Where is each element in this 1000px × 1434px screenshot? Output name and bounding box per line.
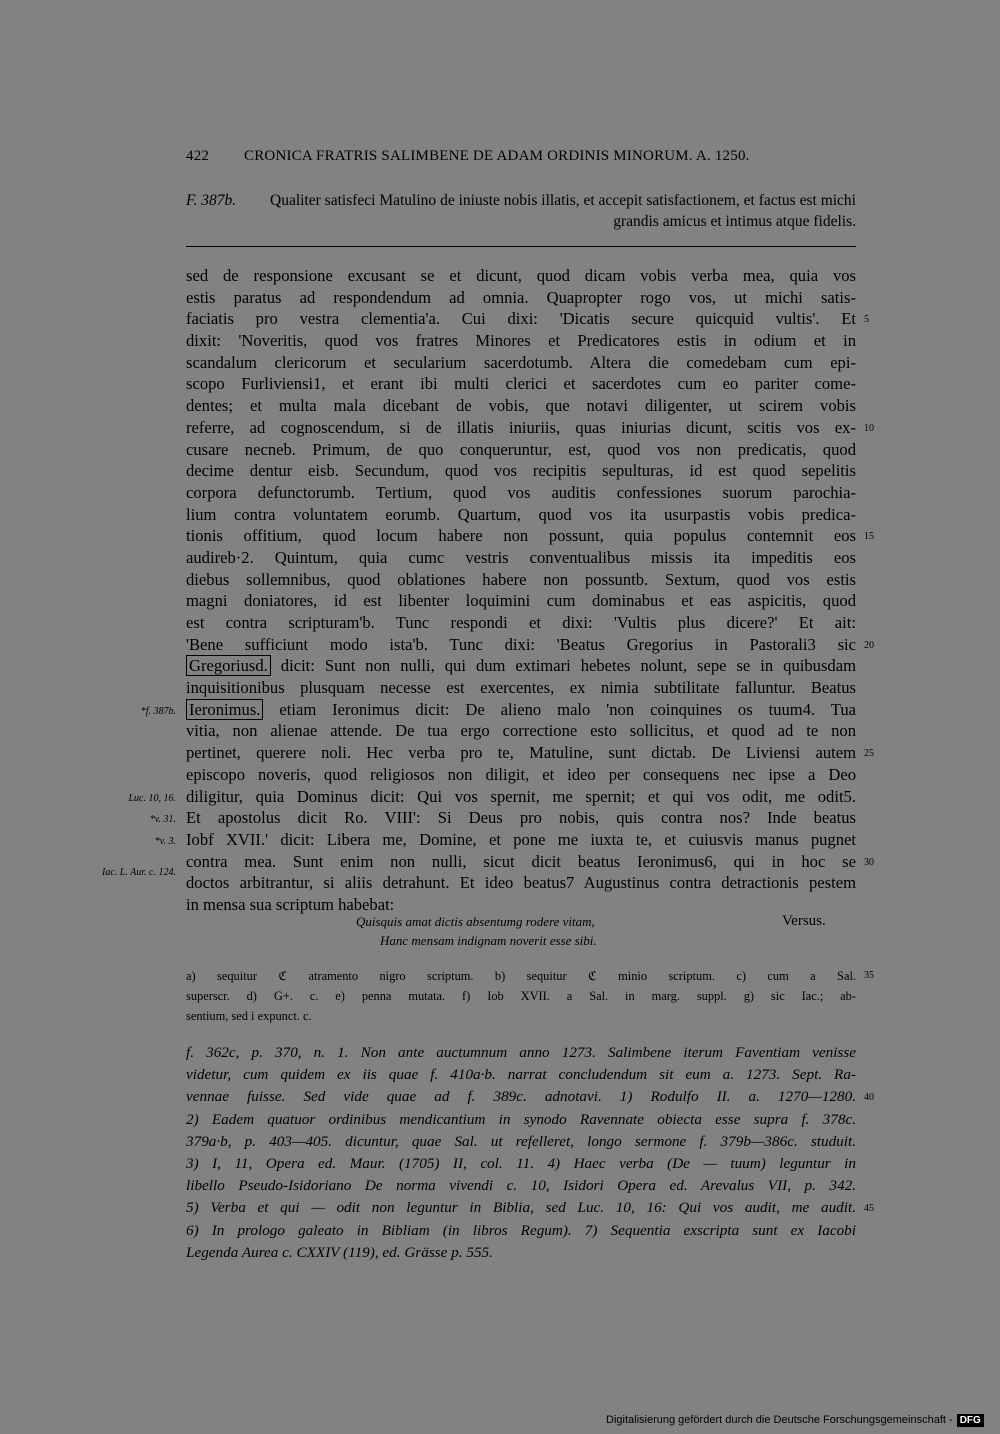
text-line xyxy=(186,373,856,395)
text-line xyxy=(140,699,856,721)
commentary-line xyxy=(186,1175,856,1197)
line-content: 'Bene sufficiunt modo ista'b. Tunc dixi: 'Beatus Gregorius in Pastorali3 sic xyxy=(186,634,856,654)
line-content: corpora defunctorumb. Tertium, quod vos auditis confessiones suorum parochia- xyxy=(186,482,856,502)
line-content: estis paratus ad respondendum ad omnia. Quapropter rogo vos, ut michi satis- xyxy=(186,287,856,307)
margin-reference: *f. 387b. xyxy=(140,705,176,717)
line-number: 5 xyxy=(864,314,869,326)
line-text xyxy=(186,590,856,612)
line-text xyxy=(186,966,856,986)
line-content: diebus sollemnibus, quod oblationes habere non possuntb. Sextum, quod vos estis xyxy=(186,569,856,589)
text-line xyxy=(186,287,856,309)
commentary-line xyxy=(186,1086,874,1108)
text-line xyxy=(186,612,856,634)
text-line xyxy=(186,439,856,461)
line-content: etiam Ieronimus dicit: De alieno malo 'non coinquines os tuum4. Tua xyxy=(263,699,856,719)
commentary-line xyxy=(186,1153,856,1175)
line-text xyxy=(186,764,856,786)
line-text xyxy=(186,1175,856,1197)
text-line xyxy=(186,742,874,764)
commentary-line xyxy=(186,1220,856,1242)
line-content: decime dentur eisb. Secundum, quod vos recipitis sepulturas, id est quod sepelitis xyxy=(186,461,856,481)
line-number: 40 xyxy=(864,1092,874,1104)
line-content: 3) I, 11, Opera ed. Maur. (1705) II, col. 11. 4) Haec verba (De — tuum) leguntur in xyxy=(186,1154,856,1172)
line-content: doctos arbitrantur, si aliis detrahunt. Et ideo beatus7 Augustinus contra detractionis pestem xyxy=(186,873,856,893)
page-number: 422 xyxy=(186,148,210,164)
margin-reference: *v. 3. xyxy=(154,835,176,847)
line-text xyxy=(186,829,856,851)
line-content: 379a·b, p. 403—405. dicuntur, quae Sal. ut refelleret, longo sermone f. 379b—386c. studuit. xyxy=(186,1132,856,1150)
line-content: superscr. d) G+. c. e) penna mutata. f) Iob XVII. a Sal. in marg. suppl. g) sic Iac.; ab- xyxy=(186,989,856,1003)
text-line xyxy=(186,330,856,352)
line-content: tionis offitium, quod locum habere non possunt, quia populus contemnit eos xyxy=(186,526,856,546)
line-text xyxy=(186,1220,856,1242)
line-content: videtur, cum quidem ex iis quae f. 410a·b. narrat concludendum sit eum a. 1273. Sept. Ra- xyxy=(186,1066,856,1084)
rubric-text: Qualiter satisfeci Matulino de iniuste nobis illatis, et accepit satisfactionem, et factus est michi grandis amicus et intimus atque fidelis. xyxy=(270,192,856,230)
line-text xyxy=(186,742,856,764)
text-line xyxy=(186,417,874,439)
line-text xyxy=(186,1153,856,1175)
line-content: episcopo noveris, quod religiosos non diligit, et ideo per consequens nec ipse a Deo xyxy=(186,764,856,784)
line-content: sed de responsione excusant se et dicunt, quod dicam vobis verba mea, quia vos xyxy=(186,266,856,285)
line-content: 5) Verba et qui — odit non leguntur in Biblia, sed Luc. 10, 16: Qui vos audit, me audit. xyxy=(186,1199,856,1217)
line-content: lium contra voluntatem eorumb. Quartum, quod vos ita usurpastis vobis predica- xyxy=(186,504,856,524)
line-text xyxy=(186,986,856,1006)
line-content: Iobf XVII.' dicit: Libera me, Domine, et pone me iuxta te, et cuiusvis manus pugnet xyxy=(186,829,856,849)
text-line xyxy=(186,482,856,504)
text-line xyxy=(186,764,856,786)
line-content: scandalum clericorum et secularium sacerdotumb. Altera die comedebam cum epi- xyxy=(186,352,856,372)
line-text xyxy=(186,1006,856,1026)
line-content: vitia, non alienae attende. De tua ergo correctione esto sollicitus, et quod ad te non xyxy=(186,721,856,741)
line-content: est contra scripturam'b. Tunc respondi et dixi: 'Vultis plus dicere?' Et ait: xyxy=(186,613,856,632)
text-line xyxy=(186,547,856,569)
commentary-notes xyxy=(186,1042,874,1264)
commentary-line xyxy=(186,1131,856,1153)
line-content: Et apostolus dicit Ro. VIII': Si Deus pro nobis, quis contra nos? Inde beatus xyxy=(186,808,856,828)
commentary-line xyxy=(186,1064,856,1086)
line-content: magni doniatores, id est libenter loquimini cum dominabus et eas aspicitis, quod xyxy=(186,591,856,611)
line-content: f. 362c, p. 370, n. 1. Non ante auctumnum anno 1273. Salimbene iterum Faventiam venisse xyxy=(186,1044,856,1061)
line-text xyxy=(186,417,856,439)
text-line xyxy=(128,786,856,808)
line-content: diligitur, quia Dominus dicit: Qui vos spernit, me spernit; et qui vos odit, me odit5. xyxy=(186,786,856,806)
line-number: 10 xyxy=(864,422,874,434)
text-line xyxy=(186,569,856,591)
text-line xyxy=(154,829,856,851)
text-line xyxy=(186,525,874,547)
margin-reference: *v. 31. xyxy=(149,814,176,826)
line-content: faciatis pro vestra clementia'a. Cui dixi: 'Dicatis secure quicquid vultis'. Et xyxy=(186,309,856,329)
line-text xyxy=(186,1197,856,1219)
commentary-line xyxy=(186,1242,856,1264)
line-text xyxy=(186,807,856,829)
text-line xyxy=(186,634,874,656)
line-text xyxy=(186,308,856,330)
line-text xyxy=(186,569,856,591)
boxed-marginal-name: Gregoriusd. xyxy=(186,655,271,676)
line-number: 20 xyxy=(864,639,874,651)
line-text xyxy=(186,655,856,677)
verse-line-1: Quisquis amat dictis absentumg rodere vitam, xyxy=(356,914,595,929)
text-line xyxy=(186,677,856,699)
margin-reference: Luc. 10, 16. xyxy=(128,792,176,804)
line-text xyxy=(186,265,856,287)
line-number: 25 xyxy=(864,748,874,760)
line-text xyxy=(186,699,856,721)
line-content: 2) Eadem quatuor ordinibus mendicantium in synodo Ravennate obiecta esse supra f. 378c. xyxy=(186,1110,856,1128)
line-number: 35 xyxy=(864,970,874,981)
digitization-footer xyxy=(606,1414,984,1427)
verse-block xyxy=(356,912,856,950)
line-content: dicit: Sunt non nulli, qui dum extimari hebetes nolunt, sepe se in quibusdam xyxy=(270,656,856,676)
running-header xyxy=(186,148,856,165)
commentary-line xyxy=(186,1109,856,1131)
folio-reference: F. 387b. xyxy=(186,192,237,209)
text-line xyxy=(186,504,856,526)
line-content: referre, ad cognoscendum, si de illatis iniuriis, quas iniurias dicunt, scitis vos ex- xyxy=(186,417,856,437)
dfg-logo: DFG xyxy=(957,1414,984,1427)
text-line xyxy=(186,308,869,330)
line-content: libello Pseudo-Isidoriano De norma vivendi c. 10, Isidori Opera ed. Arevalus VII, p. 342. xyxy=(186,1177,856,1195)
line-text xyxy=(186,1042,856,1064)
line-text xyxy=(186,482,856,504)
line-text xyxy=(186,395,856,417)
boxed-marginal-name: Ieronimus. xyxy=(186,699,263,720)
text-line xyxy=(186,590,856,612)
line-content: cusare necneb. Primum, de quo conqueruntur, est, quod vos non predicatis, quod xyxy=(186,439,856,459)
verse-label: Versus. xyxy=(782,913,826,929)
commentary-line xyxy=(186,1042,856,1064)
chapter-rubric xyxy=(186,190,856,232)
line-text xyxy=(186,1131,856,1153)
line-content: contra mea. Sunt enim non nulli, sicut dicit beatus Ieronimus6, qui in hoc se xyxy=(186,851,856,871)
line-text xyxy=(186,1064,856,1086)
line-text xyxy=(186,547,856,569)
line-content: Legenda Aurea c. CXXIV (119), ed. Grässe p. 555. xyxy=(186,1243,493,1261)
line-text xyxy=(186,373,856,395)
line-text xyxy=(186,677,856,699)
margin-reference: Iac. L. Aur. c. 124. xyxy=(102,867,176,879)
line-text xyxy=(186,786,856,808)
text-line xyxy=(102,867,856,894)
line-content: vennae fuisse. Sed vide quae ad f. 389c. adnotavi. 1) Rodulfo II. a. 1270—1280. xyxy=(186,1088,856,1106)
line-content: in mensa sua scriptum habebat: xyxy=(186,894,395,914)
text-line xyxy=(186,460,856,482)
line-content: inquisitionibus plusquam necesse est exercentes, ex nimia subtilitate falluntur. Beatus xyxy=(186,678,856,698)
line-text xyxy=(186,287,856,309)
apparatus-line xyxy=(186,1006,856,1026)
line-number: 30 xyxy=(864,856,874,868)
running-title: CRONICA FRATRIS SALIMBENE DE ADAM ORDINIS MINORUM. A. 1250. xyxy=(244,148,750,164)
line-content: dixit: 'Noveritis, quod vos fratres Minores et Predicatores estis in odium et in xyxy=(186,331,856,351)
text-line xyxy=(186,851,874,873)
line-text xyxy=(186,504,856,526)
line-content: 6) In prologo galeato in Bibliam (in libros Regum). 7) Sequentia exscripta sunt ex Iacobi xyxy=(186,1221,856,1239)
commentary-line xyxy=(186,1197,874,1219)
line-number: 15 xyxy=(864,531,874,543)
line-text xyxy=(186,851,856,873)
line-text xyxy=(186,1109,856,1131)
line-text xyxy=(186,720,856,742)
line-text xyxy=(186,460,856,482)
apparatus-line xyxy=(186,986,856,1006)
text-line xyxy=(186,395,856,417)
line-content: dentes; et multa mala dicebant de vobis, que notavi diligenter, ut scirem vobis xyxy=(186,396,856,416)
line-text xyxy=(186,1242,856,1264)
line-content: sentium, sed i expunct. c. xyxy=(186,1009,312,1023)
main-text xyxy=(102,265,874,916)
critical-apparatus xyxy=(186,966,874,1026)
text-line xyxy=(149,807,856,829)
line-text xyxy=(186,872,856,894)
line-text xyxy=(186,612,856,634)
line-content: pertinet, querere noli. Hec verba pro te, Matuline, sunt dictab. De Liviensi autem xyxy=(186,743,856,763)
line-text xyxy=(186,1086,856,1108)
line-text xyxy=(186,352,856,374)
line-content: a) sequitur ℭ atramento nigro scriptum. b) sequitur ℭ minio scriptum. c) cum a Sal. xyxy=(186,969,856,983)
line-text xyxy=(186,634,856,656)
text-line xyxy=(186,265,856,287)
line-text xyxy=(186,525,856,547)
footer-text: Digitalisierung gefördert durch die Deutsche Forschungsgemeinschaft - xyxy=(606,1414,953,1426)
line-text xyxy=(186,439,856,461)
text-line xyxy=(186,655,856,677)
line-content: audireb·2. Quintum, quia cumc vestris conventualibus missis ita impeditis eos xyxy=(186,547,856,567)
verse-line-2: Hanc mensam indignam noverit esse sibi. xyxy=(380,933,597,948)
text-line xyxy=(186,352,856,374)
line-content: scopo Furliviensi1, et erant ibi multi clerici et sacerdotes cum eo pariter come- xyxy=(186,374,856,394)
apparatus-line xyxy=(186,966,874,986)
line-text xyxy=(186,330,856,352)
text-line xyxy=(186,720,856,742)
header-rule xyxy=(186,246,856,247)
line-number: 45 xyxy=(864,1203,874,1215)
